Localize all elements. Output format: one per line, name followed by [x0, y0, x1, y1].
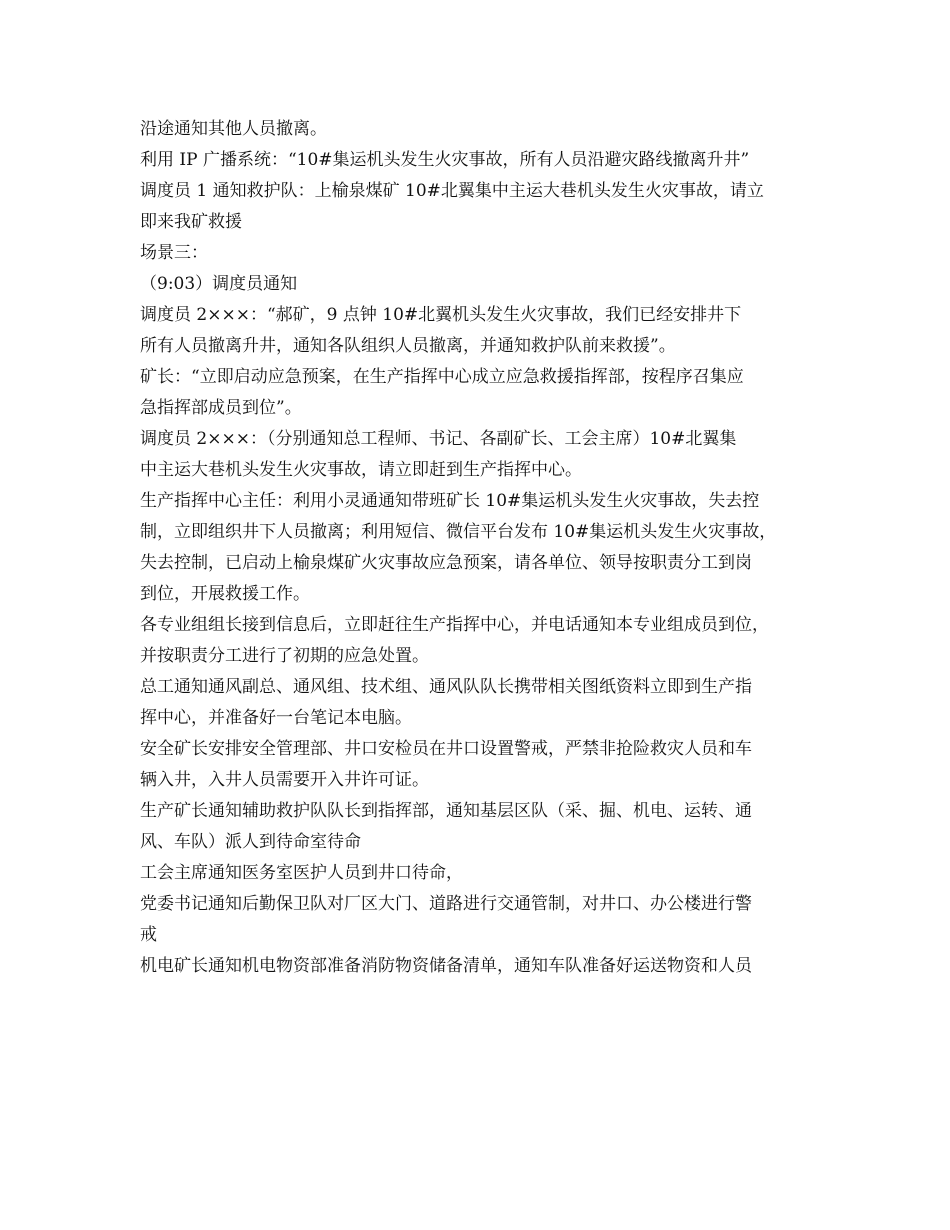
- text-line: 并按职责分工进行了初期的应急处置。: [140, 646, 429, 666]
- text-line: 总工通知通风副总、通风组、技术组、通风队队长携带相关图纸资料立即到生产指: [140, 677, 752, 697]
- text-line: 生产指挥中心主任：利用小灵通通知带班矿长 10#集运机头发生火灾事故，失去控: [140, 491, 760, 511]
- text-line: 各专业组组长接到信息后，立即赶往生产指挥中心，并电话通知本专业组成员到位，: [140, 615, 769, 635]
- text-line: 所有人员撤离升井，通知各队组织人员撤离，并通知救护队前来救援”。: [140, 336, 676, 356]
- text-line: 生产矿长通知辅助救护队队长到指挥部，通知基层区队（采、掘、机电、运转、通: [140, 801, 752, 821]
- text-line: 制，立即组织井下人员撤离；利用短信、微信平台发布 10#集运机头发生火灾事故，: [140, 522, 777, 542]
- text-line: 挥中心，并准备好一台笔记本电脑。: [140, 708, 412, 728]
- text-line: （9:03）调度员通知: [140, 274, 298, 294]
- text-line: 急指挥部成员到位”。: [140, 398, 302, 418]
- text-line: 机电矿长通知机电物资部准备消防物资储备清单，通知车队准备好运送物资和人员: [140, 956, 752, 976]
- text-line: 沿途通知其他人员撤离。: [140, 119, 327, 139]
- text-line: 中主运大巷机头发生火灾事故，请立即赶到生产指挥中心。: [140, 460, 582, 480]
- text-line: 矿长：“立即启动应急预案，在生产指挥中心成立应急救援指挥部，按程序召集应: [140, 367, 744, 387]
- text-line: 失去控制，已启动上榆泉煤矿火灾事故应急预案，请各单位、领导按职责分工到岗: [140, 553, 752, 573]
- text-line: 调度员 2×××：“郝矿，9 点钟 10#北翼机头发生火灾事故，我们已经安排井下: [140, 305, 742, 325]
- text-line: 调度员 1 通知救护队：上榆泉煤矿 10#北翼集中主运大巷机头发生火灾事故，请立: [140, 181, 764, 201]
- section-heading: 场景三：: [140, 243, 208, 263]
- text-line: 工会主席通知医务室医护人员到井口待命，: [140, 863, 463, 883]
- text-line: 安全矿长安排安全管理部、井口安检员在井口设置警戒，严禁非抢险救灾人员和车: [140, 739, 752, 759]
- text-line: 调度员 2×××：（分别通知总工程师、书记、各副矿长、工会主席）10#北翼集: [140, 429, 737, 449]
- text-line: 辆入井，入井人员需要开入井许可证。: [140, 770, 429, 790]
- text-line: 党委书记通知后勤保卫队对厂区大门、道路进行交通管制，对井口、办公楼进行警: [140, 894, 752, 914]
- text-line: 利用 IP 广播系统：“10#集运机头发生火灾事故，所有人员沿避灾路线撤离升井”: [140, 150, 750, 170]
- text-line: 即来我矿救援: [140, 212, 242, 232]
- document-body: [140, 114, 820, 982]
- text-line: 戒: [140, 925, 157, 945]
- text-line: 风、车队）派人到待命室待命: [140, 832, 361, 852]
- text-line: 到位，开展救援工作。: [140, 584, 310, 604]
